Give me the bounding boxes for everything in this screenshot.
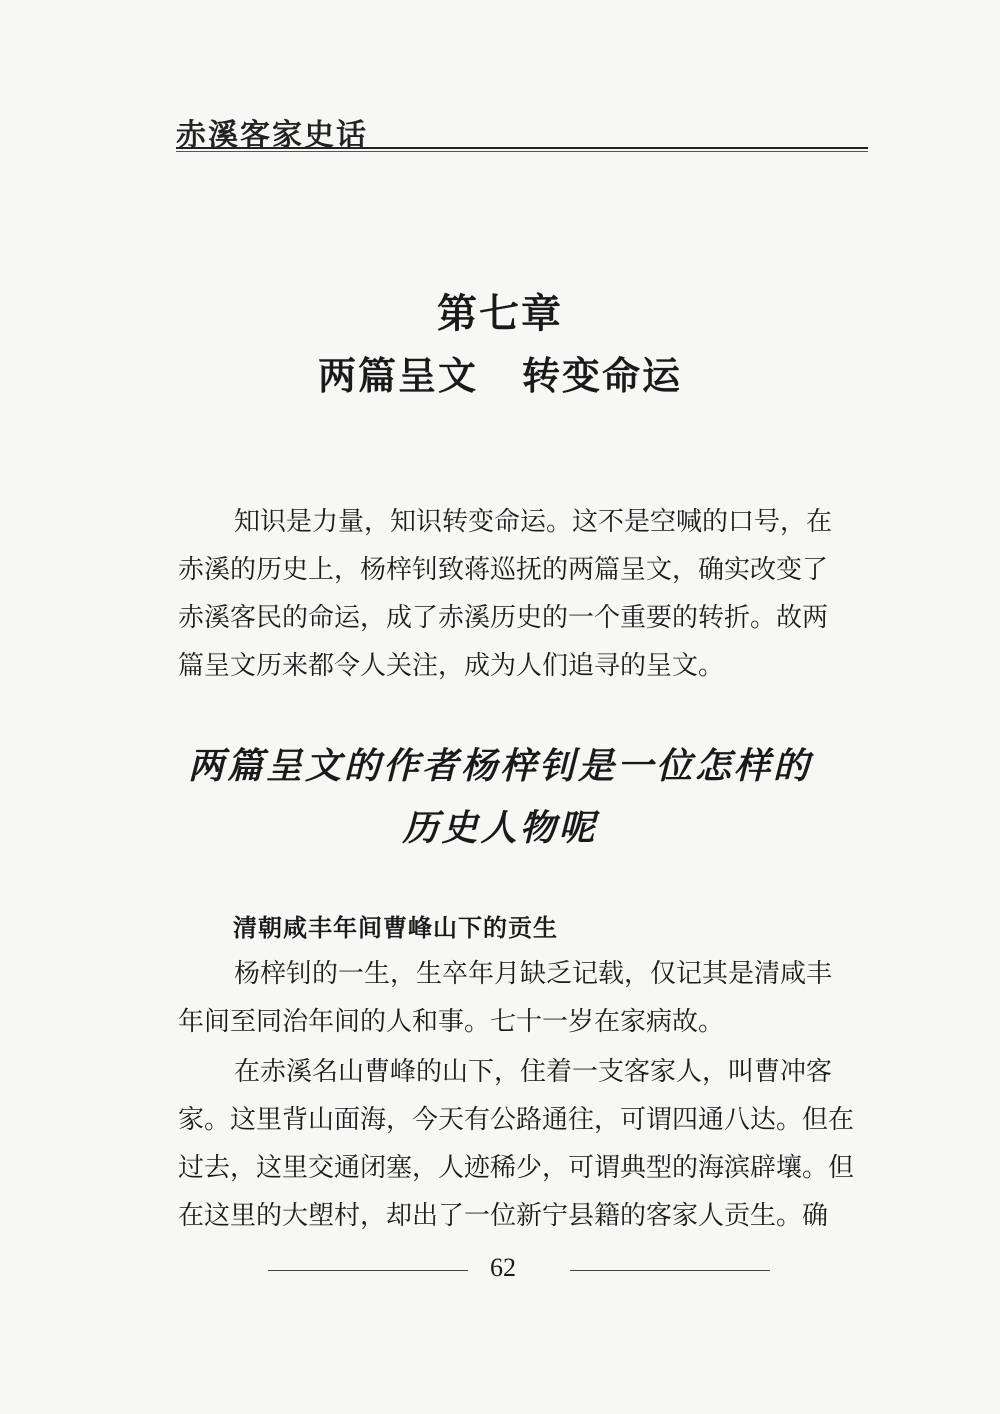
body-line: 家。这里背山面海，今天有公路通往，可谓四通八达。但在 bbox=[178, 1105, 855, 1135]
intro-line: 篇呈文历来都令人关注，成为人们追寻的呈文。 bbox=[178, 651, 725, 681]
running-header-title: 赤溪客家史话 bbox=[176, 118, 368, 153]
body-line: 在这里的大塱村，却出了一位新宁县籍的客家人贡生。确 bbox=[178, 1201, 829, 1231]
intro-line: 赤溪客民的命运，成了赤溪历史的一个重要的转折。故两 bbox=[178, 603, 829, 633]
intro-line: 知识是力量，知识转变命运。这不是空喊的口号，在 bbox=[234, 507, 833, 537]
intro-line: 赤溪的历史上，杨梓钊致蒋巡抚的两篇呈文，确实改变了 bbox=[178, 555, 829, 585]
subsection-heading: 清朝咸丰年间曹峰山下的贡生 bbox=[233, 914, 558, 942]
header-rule bbox=[176, 147, 868, 152]
body-line: 在赤溪名山曹峰的山下，住着一支客家人，叫曹冲客 bbox=[234, 1057, 833, 1087]
body-line: 过去，这里交通闭塞，人迹稀少，可谓典型的海滨辟壤。但 bbox=[178, 1153, 855, 1183]
footer-rule-left bbox=[268, 1270, 468, 1271]
footer-rule-right bbox=[570, 1270, 770, 1271]
body-paragraph-2 bbox=[178, 1048, 868, 1240]
section-heading-line1: 两篇呈文的作者杨梓钊是一位怎样的 bbox=[187, 745, 812, 787]
chapter-title-part2: 转变命运 bbox=[522, 354, 683, 398]
section-heading-line2: 历史人物呢 bbox=[402, 807, 598, 849]
chapter-number: 第七章 bbox=[437, 291, 563, 337]
chapter-title-part1: 两篇呈文 bbox=[317, 354, 478, 398]
chapter-title bbox=[0, 345, 1000, 400]
body-line: 年间至同治年间的人和事。七十一岁在家病故。 bbox=[178, 1007, 725, 1037]
body-paragraph-1 bbox=[178, 950, 868, 1046]
page-number: 62 bbox=[490, 1253, 516, 1282]
intro-paragraph bbox=[178, 498, 868, 690]
body-line: 杨梓钊的一生，生卒年月缺乏记载，仅记其是清咸丰 bbox=[234, 959, 833, 989]
